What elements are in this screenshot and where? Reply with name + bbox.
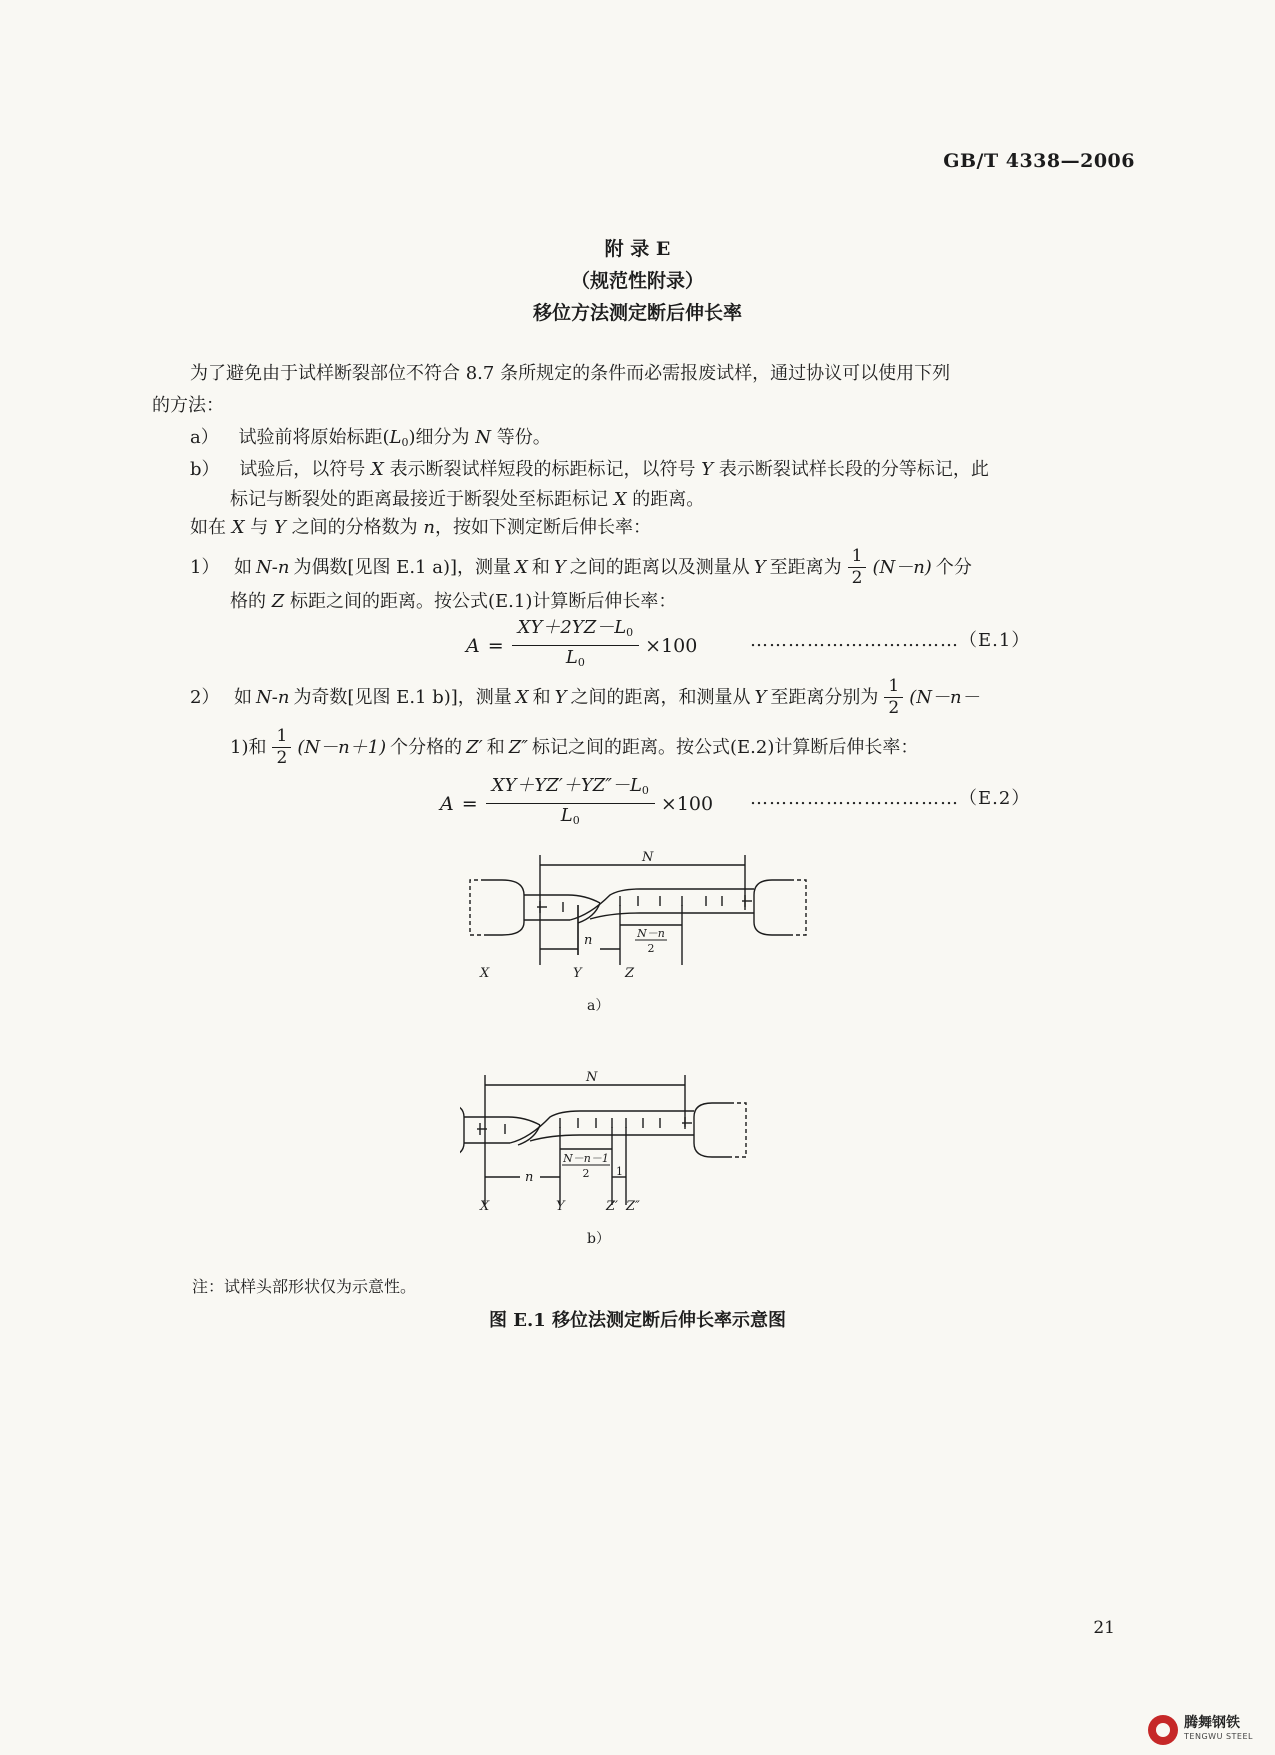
case-2-text-1: 如 — [234, 686, 252, 708]
item-b-label: b） — [190, 459, 220, 480]
fig-a-right-head — [754, 880, 790, 935]
case-intro-text-3: 之间的分格数为 — [291, 517, 418, 538]
item-b-text-2: 表示断裂试样短段的标距标记，以符号 — [389, 459, 696, 480]
item-a-text-2: )细分为 — [408, 427, 470, 448]
item-b-l2-text-1: 标记与断裂处的距离最接近于断裂处至标距标记 — [230, 489, 608, 510]
formula-e1 — [466, 616, 697, 675]
item-b-line-2 — [230, 486, 704, 514]
case-1-var-expr: N-n — [256, 556, 290, 578]
case-1-l2-var-z: Z — [271, 591, 285, 612]
case-intro-text-1: 如在 — [190, 517, 226, 538]
case-2-var-x: X — [515, 686, 529, 708]
figure-a-diagram — [460, 845, 850, 1025]
formula-e1-equals: = — [487, 634, 504, 657]
formula-e1-den-sub: 0 — [577, 656, 585, 669]
fig-a-label-n: n — [584, 933, 593, 948]
item-a-text-1: 试验前将原始标距( — [238, 427, 390, 448]
figure-note: 注：试样头部形状仅为示意性。 — [192, 1277, 417, 1296]
item-a-var: L — [389, 427, 402, 448]
case-1-text-4: 之间的距离以及测量从 — [569, 556, 750, 578]
formula-e1-times: ×100 — [645, 634, 698, 657]
case-intro — [190, 514, 651, 542]
formula-e2-equals: = — [461, 792, 478, 815]
fig-a-long-piece-top — [570, 889, 754, 920]
item-b-var-1: X — [371, 459, 384, 480]
intro-line-1: 为了避免由于试样断裂部位不符合 8.7 条所规定的条件而必需报废试样，通过协议可以使用下列 — [190, 363, 951, 384]
fig-b-long-piece-top — [510, 1111, 694, 1143]
fig-b-label-Y: Y — [556, 1199, 565, 1214]
case-1-var-y2: Y — [753, 556, 766, 578]
case-2-l2-var-z2: Z″ — [508, 736, 528, 758]
formula-e1-num-text: XY＋2YZ－L — [517, 617, 627, 638]
case-2-l2-frac-den: 2 — [276, 748, 288, 768]
case-2-frac-num: 1 — [884, 676, 903, 698]
case-1-line-1 — [190, 546, 972, 589]
formula-e1-lhs: A — [466, 634, 480, 657]
case-2-var-y: Y — [554, 686, 567, 708]
case-2-text-2: 为奇数[见图 E.1 b)]，测量 — [293, 686, 512, 708]
item-b-line-1 — [190, 456, 989, 484]
case-1-fraction — [848, 546, 867, 589]
logo-text-cn: 腾舞钢铁 — [1184, 1715, 1241, 1731]
case-2-text-4: 之间的距离，和测量从 — [570, 686, 751, 708]
case-1-text-3: 和 — [531, 556, 550, 578]
fig-a-sublabel: a） — [587, 998, 610, 1014]
case-intro-text-4: ，按如下测定断后伸长率： — [434, 517, 651, 538]
formula-e1-den-text: L — [565, 647, 578, 668]
tengwu-logo — [1148, 1715, 1253, 1745]
case-2-paren: (N－n－ — [909, 686, 980, 708]
item-a-label: a） — [190, 427, 219, 448]
fig-a-left-head-dashed — [470, 880, 485, 935]
fig-b-label-N: N — [586, 1070, 598, 1085]
fig-b-label-X: X — [480, 1199, 490, 1214]
annex-type: （规范性附录） — [570, 270, 704, 292]
fig-b-label-Z1: Z′ — [606, 1199, 618, 1214]
case-2-label: 2） — [190, 686, 220, 708]
formula-e2-num-text: XY＋YZ′＋YZ″－L — [491, 775, 642, 796]
fig-a-label-X: X — [480, 966, 490, 981]
case-2-l2-text-3: 和 — [486, 736, 505, 758]
case-2-l2-text-2: 个分格的 — [390, 736, 463, 758]
equation-number-e2: ……………………………（E.2） — [750, 788, 1031, 809]
case-2-l2-text-1: 1)和 — [230, 736, 267, 758]
case-1-paren: (N－n) — [872, 556, 932, 578]
formula-e1-num-sub: 0 — [626, 626, 634, 639]
case-1-frac-num: 1 — [848, 546, 867, 568]
logo-text-en: TENGWU STEEL — [1184, 1732, 1253, 1741]
formula-e2-den-sub: 0 — [572, 814, 580, 827]
fig-b-label-Z2: Z″ — [626, 1199, 640, 1214]
case-1-var-x: X — [515, 556, 528, 578]
fig-a-label-Y: Y — [573, 966, 582, 981]
figure-caption: 图 E.1 移位法测定断后伸长率示意图 — [488, 1310, 787, 1331]
fig-b-right-head — [694, 1103, 730, 1157]
formula-e2 — [440, 774, 713, 833]
formula-e1-numerator — [512, 616, 640, 646]
fig-b-right-head-dashed — [730, 1103, 746, 1157]
figure-b-diagram — [460, 1065, 850, 1255]
case-1-var-y: Y — [553, 556, 566, 578]
fig-a-right-head-dashed — [790, 880, 806, 935]
fig-b-label-n: n — [525, 1170, 534, 1185]
formula-e2-lhs: A — [440, 792, 454, 815]
case-1-l2-text-1: 格的 — [230, 591, 266, 612]
fig-a-left-head — [485, 880, 524, 935]
case-2-frac-den: 2 — [888, 698, 900, 718]
fig-a-long-piece-bottom — [590, 913, 754, 919]
annex-name: 移位方法测定断后伸长率 — [532, 302, 742, 324]
item-b-l2-text-2: 的距离。 — [632, 489, 705, 510]
standard-number: GB/T 4338—2006 — [943, 150, 1135, 172]
annex-title: 附 录 E — [604, 238, 671, 260]
case-2-l2-text-4: 标记之间的距离。按公式(E.2)计算断后伸长率： — [531, 736, 919, 758]
fig-a-short-piece-top — [524, 895, 600, 903]
fig-b-frac-den: 2 — [582, 1167, 590, 1180]
fig-b-label-one: 1 — [616, 1165, 623, 1178]
case-2-var-y2: Y — [754, 686, 767, 708]
case-1-text-2: 为偶数[见图 E.1 a)]，测量 — [293, 556, 511, 578]
fig-b-short-piece-top — [464, 1117, 540, 1125]
fig-b-frac-num: N－n－1 — [563, 1152, 609, 1165]
item-a — [190, 424, 551, 457]
case-2-l2-paren: (N－n＋1) — [297, 736, 387, 758]
case-intro-text-2: 与 — [250, 517, 269, 538]
item-a-var2: N — [475, 427, 491, 448]
formula-e1-fraction — [512, 616, 640, 675]
fig-b-left-head — [460, 1103, 464, 1157]
item-b-text-3: 表示断裂试样长段的分等标记，此 — [718, 459, 989, 480]
case-2-text-5: 至距离分别为 — [770, 686, 879, 708]
logo-mark-icon — [1148, 1715, 1178, 1745]
fig-a-label-N: N — [642, 850, 654, 865]
case-2-text-3: 和 — [532, 686, 551, 708]
formula-e1-denominator — [566, 646, 585, 675]
equation-number-e1: ……………………………（E.1） — [750, 630, 1031, 651]
item-a-text-3: 等份。 — [496, 427, 551, 448]
fig-a-frac-num: N－n — [637, 927, 665, 940]
case-1-label: 1） — [190, 556, 220, 578]
case-1-text-6: 个分 — [935, 556, 972, 578]
case-1-text-1: 如 — [234, 556, 252, 578]
page-number: 21 — [1093, 1618, 1115, 1638]
case-2-line-2 — [230, 726, 918, 769]
case-intro-var-y: Y — [274, 517, 286, 538]
formula-e2-num-sub: 0 — [641, 784, 649, 797]
fig-b-sublabel: b） — [587, 1231, 610, 1247]
formula-e2-fraction — [486, 774, 655, 833]
case-intro-var-x: X — [231, 517, 245, 538]
case-2-fraction — [884, 676, 903, 719]
case-2-line-1 — [190, 676, 980, 719]
formula-e2-times: ×100 — [660, 792, 714, 815]
case-1-frac-den: 2 — [851, 568, 863, 588]
item-b-text-1: 试验后，以符号 — [239, 459, 366, 480]
item-b-var-2: Y — [701, 459, 714, 480]
item-a-sub: 0 — [401, 436, 409, 449]
fig-a-frac-den: 2 — [647, 942, 655, 955]
case-1-text-5: 至距离为 — [769, 556, 842, 578]
formula-e2-den-text: L — [560, 805, 573, 826]
case-1-line-2 — [230, 588, 676, 616]
case-2-l2-var-z1: Z′ — [466, 736, 483, 758]
case-1-l2-text-2: 标距之间的距离。按公式(E.1)计算断后伸长率： — [289, 591, 677, 612]
formula-e2-denominator — [561, 804, 580, 833]
case-intro-var-n: n — [423, 517, 435, 538]
fig-a-label-Z: Z — [625, 966, 635, 981]
item-b-l2-var: X — [613, 489, 627, 510]
case-2-l2-fraction — [272, 726, 291, 769]
intro-line-2: 的方法： — [152, 395, 224, 416]
case-2-l2-frac-num: 1 — [272, 726, 291, 748]
case-2-var-expr: N-n — [256, 686, 290, 708]
formula-e2-numerator — [486, 774, 655, 804]
